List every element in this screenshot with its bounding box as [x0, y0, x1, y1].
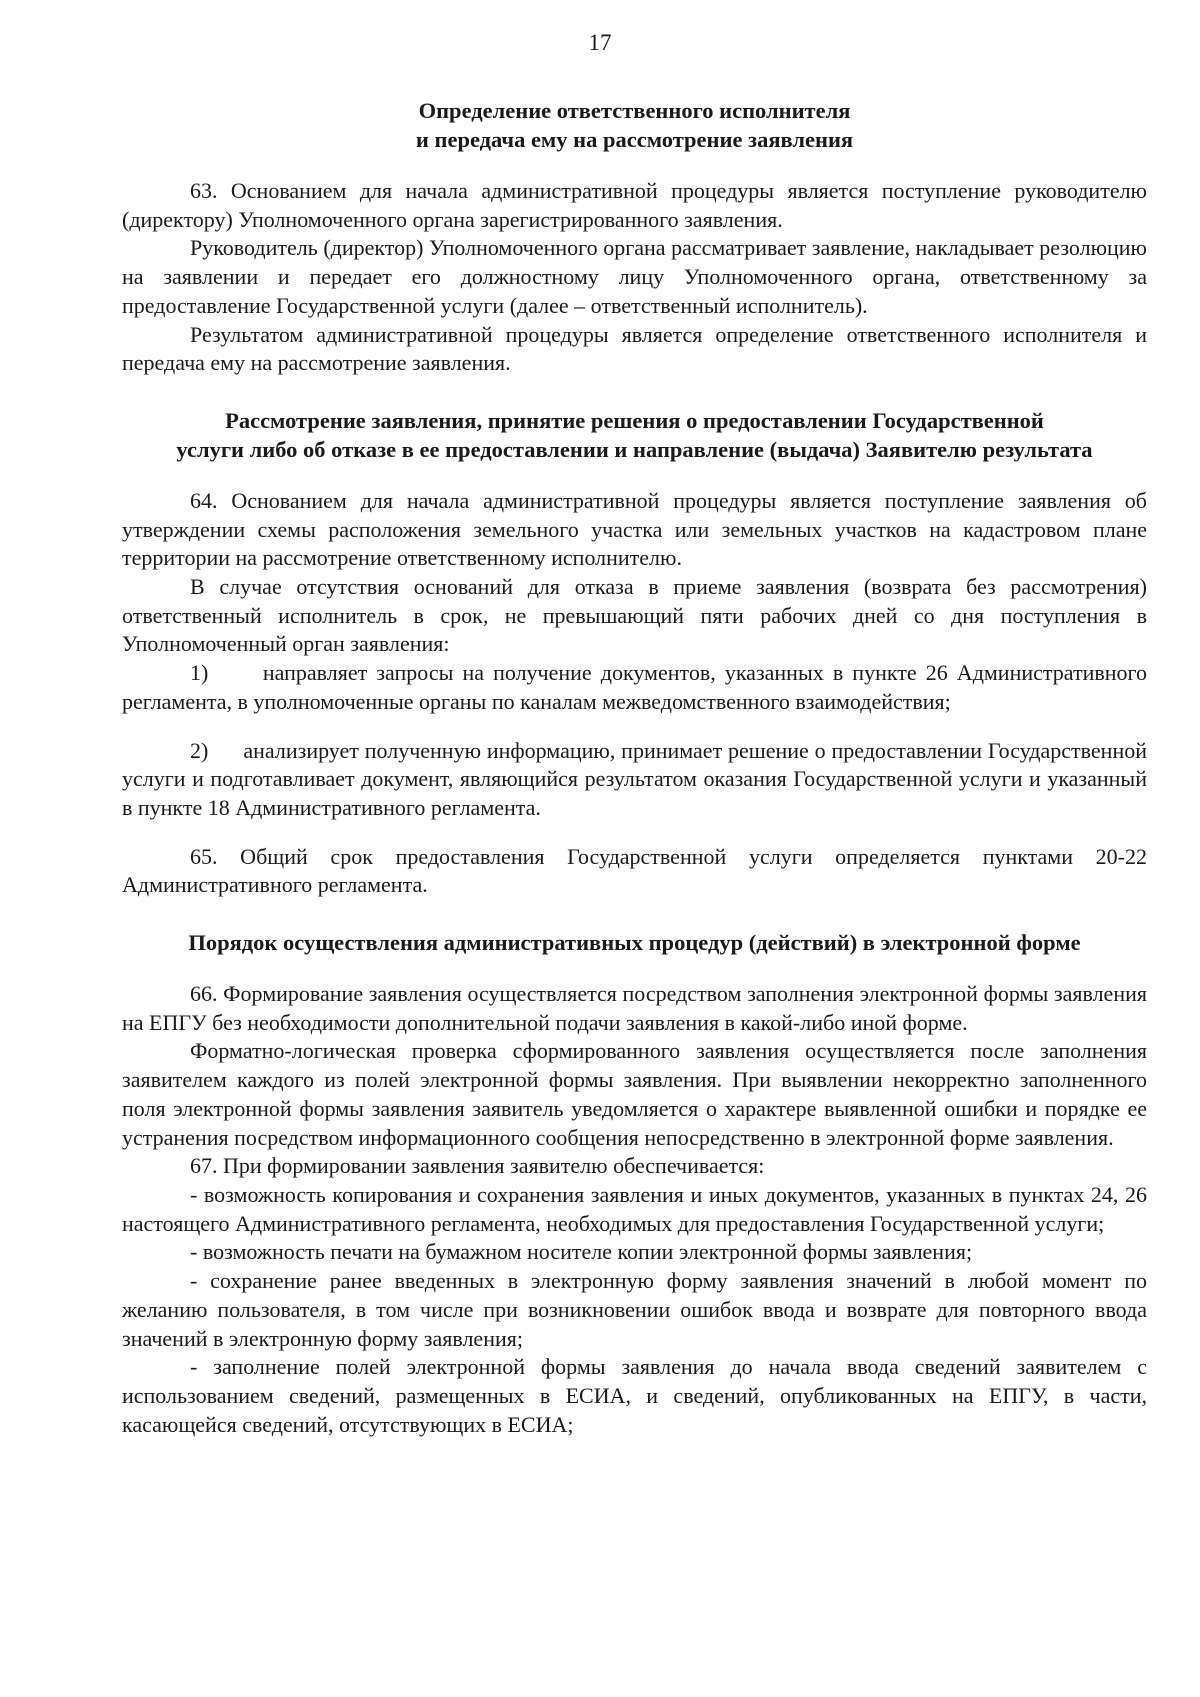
paragraph-66: 66. Формирование заявления осуществляется посредством заполнения электронной формы заявления на ЕПГУ без необходимости дополнительной подачи заявления в какой-либо иной форме.: [122, 981, 1147, 1035]
section-heading: [122, 96, 1147, 154]
document-body: [122, 96, 1153, 1439]
section-heading: [122, 406, 1147, 464]
heading-line: Порядок осуществления административных процедур (действий) в электронной форме: [188, 930, 1081, 956]
bullet-item: - возможность печати на бумажном носителе копии электронной формы заявления;: [190, 1239, 973, 1265]
section-heading: [122, 928, 1147, 957]
paragraph: Форматно-логическая проверка сформированного заявления осуществляется после заполнения заявителем каждого из полей электронной формы заявления. При выявлении некорректно заполненного поля электронной формы заявления заявитель уведомляется о характере выявленной ошибки и порядке ее устранения посредством информационного сообщения непосредственно в электронной форме заявления.: [122, 1038, 1147, 1150]
heading-line: Определение ответственного исполнителя: [418, 98, 851, 123]
paragraph-64: 64. Основанием для начала административной процедуры является поступление заявления об утверждении схемы расположения земельного участка или земельных участков на кадастровом плане территории на рассмотрение ответственному исполнителю.: [122, 487, 1147, 571]
bullet-item: - сохранение ранее введенных в электронную форму заявления значений в любой момент по желанию пользователя, в том числе при возникновении ошибок ввода и возврате для повторного ввода значений в электронную форму заявления;: [122, 1268, 1147, 1351]
paragraph: Руководитель (директор) Уполномоченного органа рассматривает заявление, накладывает резолюцию на заявлении и передает его должностному лицу Уполномоченного органа, ответственному за предоставление Государственной услуги (далее – ответственный исполнитель).: [122, 235, 1147, 318]
paragraph: В случае отсутствия оснований для отказа в приеме заявления (возврата без рассмотрения) ответственный исполнитель в срок, не превышающий пяти рабочих дней со дня поступления в Уполномоченный орган заявления:: [122, 574, 1147, 657]
list-item-2: 2) анализирует полученную информацию, принимает решение о предоставлении Государственной услуги и подготавливает документ, являющийся результатом оказания Государственной услуги и указанный в пункте 18 Административного регламента.: [122, 737, 1153, 820]
bullet-item: - возможность копирования и сохранения заявления и иных документов, указанных в пунктах 24, 26 настоящего Административного регламента, необходимых для предоставления Государственной услуги;: [122, 1181, 1147, 1236]
paragraph: Результатом административной процедуры является определение ответственного исполнителя и передача ему на рассмотрение заявления.: [122, 321, 1147, 376]
paragraph-67: 67. При формировании заявления заявителю обеспечивается:: [190, 1153, 765, 1179]
list-item-1: 1) направляет запросы на получение документов, указанных в пункте 26 Административного регламента, в уполномоченные органы по каналам межведомственного взаимодействия;: [122, 660, 1153, 714]
heading-line: услуги либо об отказе в ее предоставлении и направление (выдача) Заявителю результата: [176, 436, 1093, 462]
bullet-item: - заполнение полей электронной формы заявления до начала ввода сведений заявителем с использованием сведений, размещенных в ЕСИА, и сведений, опубликованных на ЕПГУ, в части, касающейся сведений, отсутствующих в ЕСИА;: [122, 1354, 1147, 1437]
heading-line: и передача ему на рассмотрение заявления: [415, 127, 854, 152]
paragraph-63: 63. Основанием для начала административной процедуры является поступление руководителю (директору) Уполномоченного органа зарегистрированного заявления.: [122, 178, 1147, 232]
heading-line: Рассмотрение заявления, принятие решения о предоставлении Государственной: [225, 407, 1044, 433]
paragraph-65: 65. Общий срок предоставления Государственной услуги определяется пунктами 20-22 Административного регламента.: [122, 843, 1147, 898]
page-number: 17: [588, 30, 612, 55]
